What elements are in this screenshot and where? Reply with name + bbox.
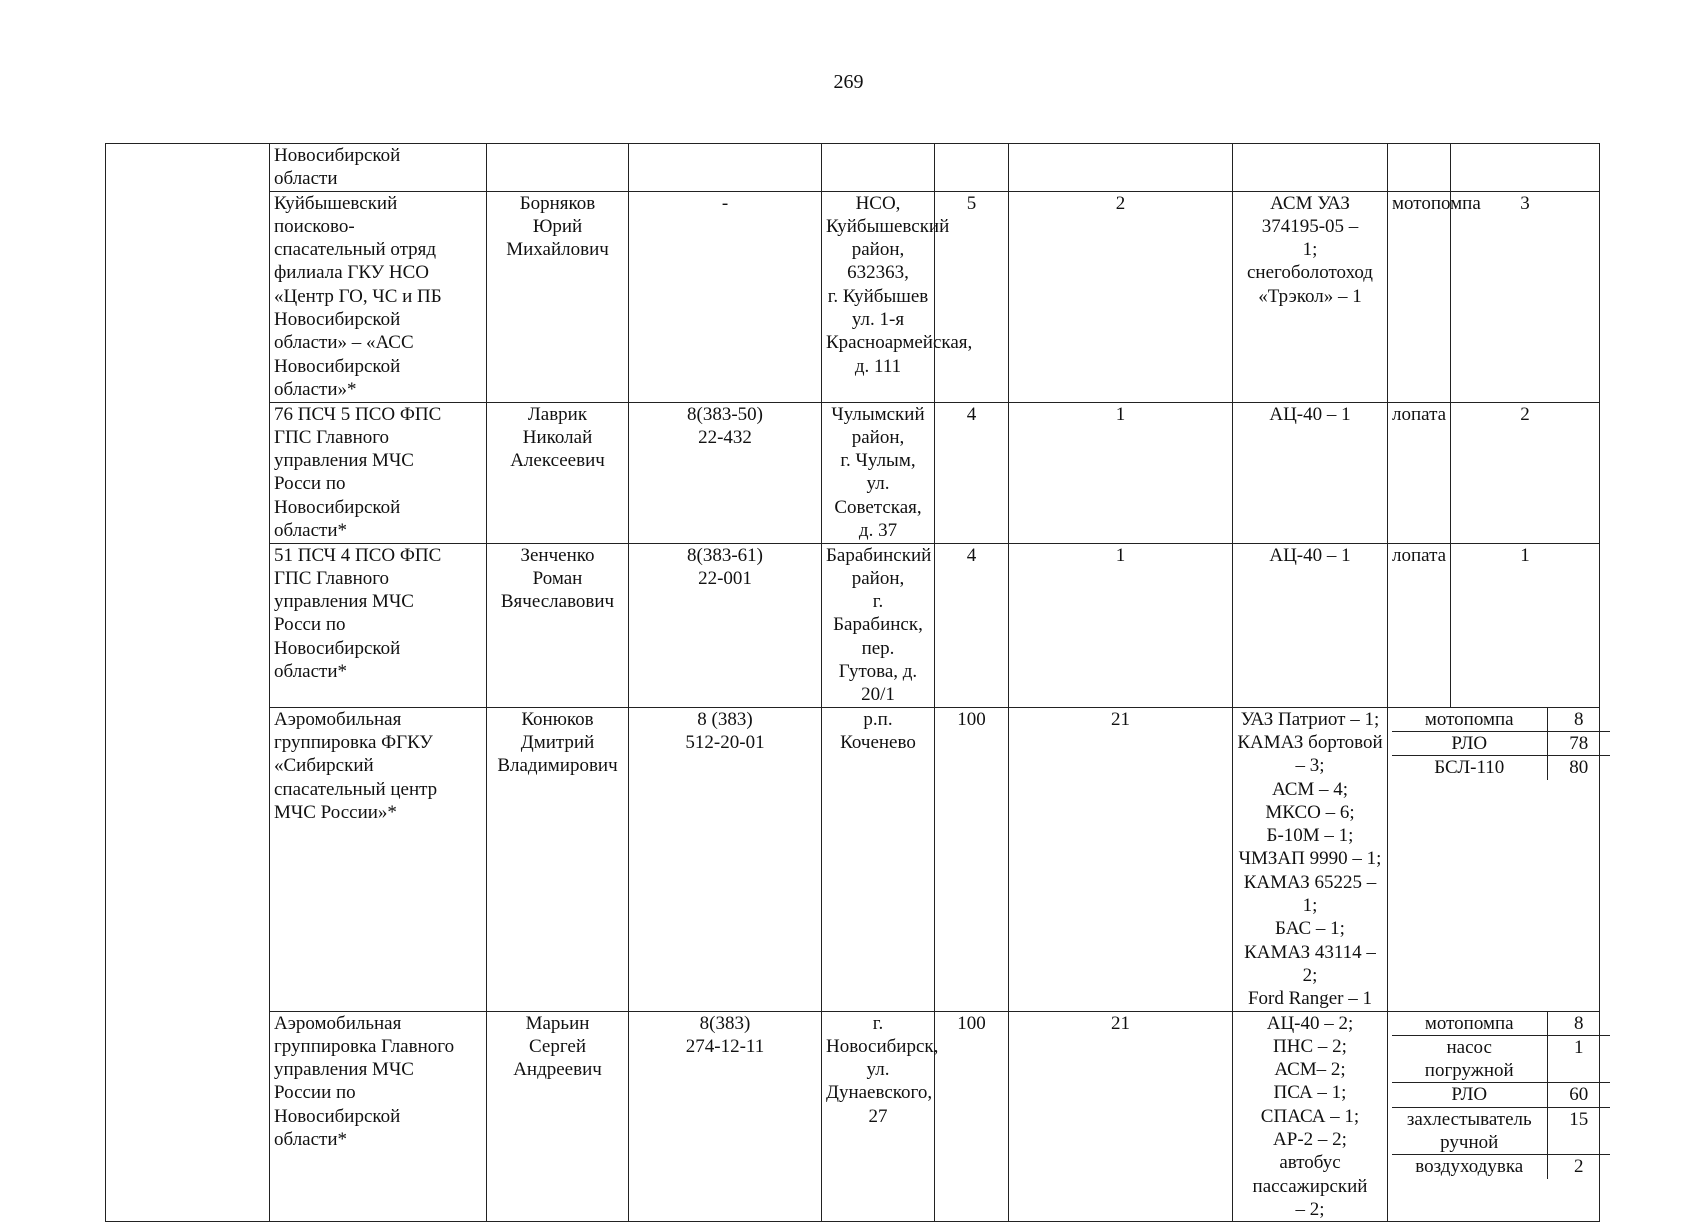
tool-qty-cell [1451, 144, 1600, 192]
tool-row [1392, 1155, 1610, 1179]
personnel-cell: 4 [935, 543, 1009, 707]
address-cell: Барабинский район, г. Барабинск, пер. Гутова, д. 20/1 [822, 543, 935, 707]
tool-qty-cell: 80 [1547, 756, 1610, 780]
tool-qty-cell: 1 [1451, 543, 1600, 707]
unit-name-cell: Аэромобильная группировка Главного управления МЧС России по Новосибирской области* [270, 1011, 487, 1222]
vehicles-cell [1233, 144, 1388, 192]
tool-name-cell: воздуходувка [1415, 1156, 1524, 1178]
personnel-cell [935, 144, 1009, 192]
vehicles-cell: АЦ-40 – 1 [1233, 543, 1388, 707]
vehicles-cell: АЦ-40 – 1 [1233, 402, 1388, 543]
equipment-count-cell: 2 [1009, 191, 1233, 402]
phone-cell: 8(383-50) 22-432 [629, 402, 822, 543]
tool-row [1392, 1035, 1610, 1083]
equipment-count-cell: 21 [1009, 707, 1233, 1011]
tool-qty-cell: 78 [1547, 731, 1610, 755]
tool-row [1392, 1107, 1610, 1155]
tool-name-cell: мотопомпа [1392, 708, 1547, 732]
personnel-cell: 100 [935, 1011, 1009, 1222]
tool-name-cell: БСЛ-110 [1434, 757, 1505, 779]
tool-name-cell: лопата [1388, 402, 1451, 543]
table-row [106, 1011, 1600, 1222]
tools-subtable-cell [1388, 1011, 1600, 1222]
resources-table [105, 143, 1600, 1222]
address-cell [822, 144, 935, 192]
head-cell: Конюков Дмитрий Владимирович [487, 707, 629, 1011]
tool-qty-cell: 8 [1547, 1012, 1610, 1036]
tool-name-cell: РЛО [1392, 731, 1547, 755]
tool-row [1392, 1012, 1610, 1036]
address-cell: г. Новосибирск, ул. Дунаевского, 27 [822, 1011, 935, 1222]
tools-subtable [1392, 708, 1610, 780]
vehicles-cell: АСМ УАЗ 374195-05 – 1; снегоболотоход «Трэкол» – 1 [1233, 191, 1388, 402]
equipment-count-cell: 21 [1009, 1011, 1233, 1222]
spacer-cell [106, 144, 270, 1222]
tool-name-cell: РЛО [1392, 1083, 1547, 1107]
unit-name-cell: 76 ПСЧ 5 ПСО ФПС ГПС Главного управления МЧС Росси по Новосибирской области* [270, 402, 487, 543]
address-cell: р.п. Коченево [822, 707, 935, 1011]
tool-row [1392, 1083, 1610, 1107]
tool-name-cell: насос погружной [1392, 1035, 1547, 1083]
equipment-count-cell: 1 [1009, 402, 1233, 543]
page-number: 269 [833, 71, 864, 93]
vehicles-cell: АЦ-40 – 2; ПНС – 2; АСМ– 2; ПСА – 1; СПАСА – 1; АР-2 – 2; автобус пассажирский – 2; [1233, 1011, 1388, 1222]
address-cell: НСО, Куйбышевский район, 632363, г. Куйбышев ул. 1-я Красноармейская, д. 111 [822, 191, 935, 402]
tool-row [1392, 756, 1610, 780]
equipment-count-cell: 1 [1009, 543, 1233, 707]
tool-name-cell: мотопомпа [1388, 191, 1451, 402]
head-cell: Марьин Сергей Андреевич [487, 1011, 629, 1222]
phone-cell [629, 144, 822, 192]
tool-qty-cell: 60 [1547, 1083, 1610, 1107]
unit-name-cell: Аэромобильная группировка ФГКУ «Сибирский спасательный центр МЧС России»* [270, 707, 487, 1011]
tool-qty-cell: 2 [1451, 402, 1600, 543]
head-cell: Борняков Юрий Михайлович [487, 191, 629, 402]
tool-row [1392, 708, 1610, 732]
phone-cell: 8(383-61) 22-001 [629, 543, 822, 707]
table-row [106, 402, 1600, 543]
tool-qty-cell: 1 [1547, 1035, 1610, 1083]
unit-name-cell: Новосибирской области [270, 144, 487, 192]
table-row [106, 191, 1600, 402]
tool-name-cell: мотопомпа [1392, 1012, 1547, 1036]
tools-subtable [1392, 1012, 1610, 1179]
tool-qty-cell: 15 [1547, 1107, 1610, 1155]
tool-name-cell: захлестыватель ручной [1392, 1107, 1547, 1155]
phone-cell: 8(383) 274-12-11 [629, 1011, 822, 1222]
personnel-cell: 5 [935, 191, 1009, 402]
table-row [106, 543, 1600, 707]
personnel-cell: 100 [935, 707, 1009, 1011]
table-row [106, 707, 1600, 1011]
tool-qty-cell: 2 [1547, 1155, 1610, 1179]
unit-name-cell: 51 ПСЧ 4 ПСО ФПС ГПС Главного управления МЧС Росси по Новосибирской области* [270, 543, 487, 707]
tool-name-cell [1388, 144, 1451, 192]
head-cell: Лаврик Николай Алексеевич [487, 402, 629, 543]
tool-name-cell: лопата [1388, 543, 1451, 707]
personnel-cell: 4 [935, 402, 1009, 543]
tool-row [1392, 731, 1610, 755]
phone-cell: - [629, 191, 822, 402]
tool-qty-cell: 3 [1451, 191, 1600, 402]
head-cell [487, 144, 629, 192]
address-cell: Чулымский район, г. Чулым, ул. Советская, д. 37 [822, 402, 935, 543]
head-cell: Зенченко Роман Вячеславович [487, 543, 629, 707]
tools-subtable-cell [1388, 707, 1600, 1011]
vehicles-cell: УАЗ Патриот – 1; КАМАЗ бортовой – 3; АСМ – 4; МКСО – 6; Б-10М – 1; ЧМЗАП 9990 – 1; КАМАЗ 65225 – 1; БАС – 1; КАМАЗ 43114 – 2; Ford Ranger – 1 [1233, 707, 1388, 1011]
equipment-count-cell [1009, 144, 1233, 192]
phone-cell: 8 (383) 512-20-01 [629, 707, 822, 1011]
tool-qty-cell: 8 [1547, 708, 1610, 732]
unit-name-cell: Куйбышевский поисково- спасательный отряд филиала ГКУ НСО «Центр ГО, ЧС и ПБ Новосибирской области» – «АСС Новосибирской области»* [270, 191, 487, 402]
table-row [106, 144, 1600, 192]
